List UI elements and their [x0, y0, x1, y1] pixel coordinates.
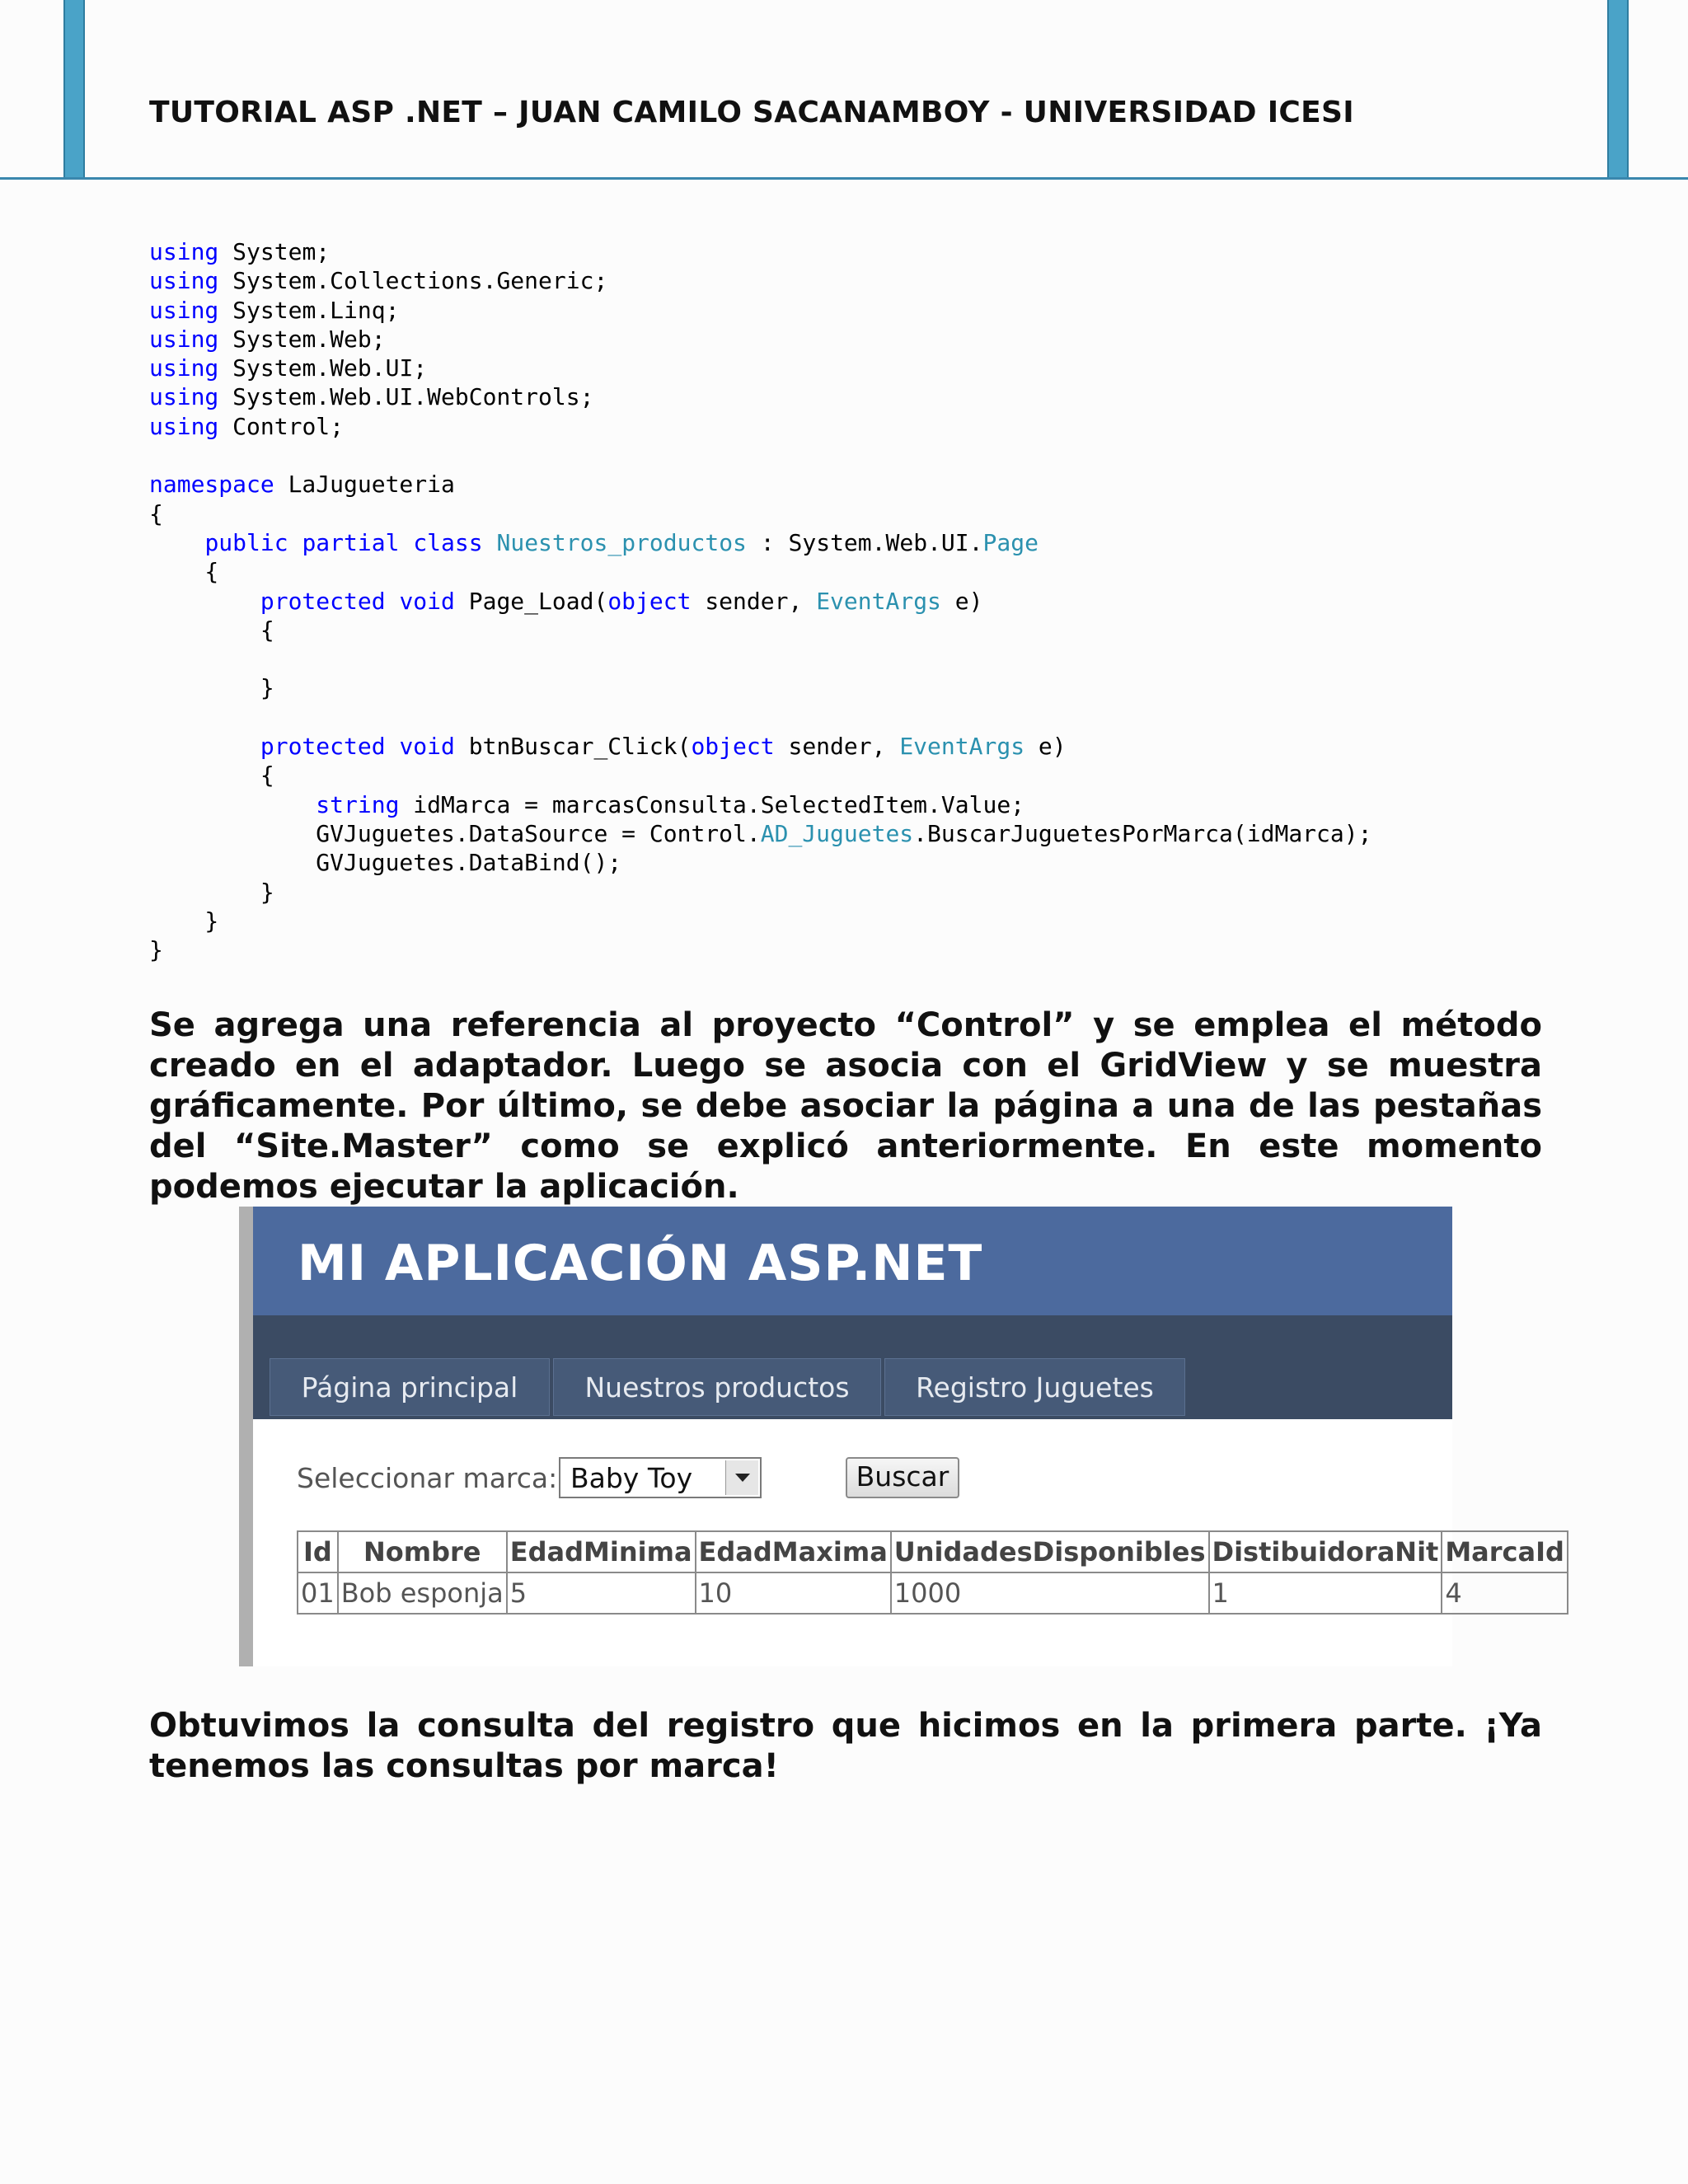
code-line: using System; — [149, 238, 331, 265]
code-line: protected void btnBuscar_Click(object sender, EventArgs e) — [260, 733, 1067, 761]
grid-header-cell: DistibuidoraNit — [1209, 1531, 1442, 1572]
code-line: protected void Page_Load(object sender, EventArgs e) — [260, 587, 983, 615]
brand-select[interactable] — [559, 1457, 762, 1498]
app-screenshot — [239, 1207, 1564, 1666]
select-brand-label: Seleccionar marca: — [297, 1462, 558, 1494]
app-banner — [253, 1207, 1452, 1315]
app-brand-title: MI APLICACIÓN ASP.NET — [298, 1235, 983, 1292]
tab-nuestros-productos[interactable]: Nuestros productos — [553, 1358, 881, 1416]
code-line: { — [149, 558, 219, 586]
grid-cell: 10 — [696, 1572, 891, 1614]
code-line: string idMarca = marcasConsulta.SelectedItem.Value; — [316, 790, 1025, 818]
grid-cell: 5 — [507, 1572, 696, 1614]
grid-header-cell: UnidadesDisponibles — [891, 1531, 1209, 1572]
grid-cell: 01 — [298, 1572, 338, 1614]
code-line: using System.Web; — [149, 325, 386, 353]
code-line: using Control; — [149, 412, 345, 440]
grid-header-cell: EdadMinima — [507, 1531, 696, 1572]
buscar-button[interactable]: Buscar — [846, 1457, 959, 1498]
code-line: GVJuguetes.DataBind(); — [149, 849, 622, 877]
code-line: } — [149, 936, 163, 964]
tab-pagina-principal[interactable]: Página principal — [270, 1358, 550, 1416]
code-line: public partial class Nuestros_productos : System.Web.UI.Page — [204, 528, 1039, 556]
code-line: { — [149, 616, 274, 644]
screenshot-left-edge — [239, 1207, 253, 1666]
grid-cell: 1 — [1209, 1572, 1442, 1614]
grid-cell: 1000 — [891, 1572, 1209, 1614]
code-line: } — [149, 878, 274, 906]
code-line: } — [149, 907, 219, 935]
grid-cell: Bob esponja — [338, 1572, 507, 1614]
results-grid — [297, 1530, 1568, 1615]
brand-select-value: Baby Toy — [570, 1462, 693, 1494]
code-listing — [149, 237, 1372, 964]
page-header-title: TUTORIAL ASP .NET – JUAN CAMILO SACANAMBOY - UNIVERSIDAD ICESI — [149, 96, 1354, 129]
code-line: { — [149, 762, 274, 790]
code-line — [149, 703, 1372, 732]
chevron-down-icon[interactable] — [725, 1460, 758, 1495]
grid-header-cell: EdadMaxima — [696, 1531, 891, 1572]
code-line: } — [149, 674, 274, 702]
header-divider — [0, 177, 1688, 180]
code-line: using System.Web.UI.WebControls; — [149, 383, 594, 411]
grid-cell: 4 — [1442, 1572, 1568, 1614]
tab-registro-juguetes[interactable]: Registro Juguetes — [884, 1358, 1185, 1416]
header-right-bar — [1607, 0, 1629, 178]
code-line: namespace LaJugueteria — [149, 471, 455, 499]
grid-header-cell: MarcaId — [1442, 1531, 1568, 1572]
code-line — [149, 441, 1372, 470]
app-nav-bar — [253, 1315, 1452, 1419]
grid-header-cell: Nombre — [338, 1531, 507, 1572]
code-line: using System.Web.UI; — [149, 354, 428, 382]
code-line: using System.Linq; — [149, 296, 400, 324]
paragraph-conclusion: Obtuvimos la consulta del registro que hicimos en la primera parte. ¡Ya tenemos las consultas por marca! — [149, 1707, 1542, 1785]
code-line: using System.Collections.Generic; — [149, 267, 608, 295]
header-left-bar — [63, 0, 85, 178]
code-line: GVJuguetes.DataSource = Control.AD_Juguetes.BuscarJuguetesPorMarca(idMarca); — [149, 819, 1372, 847]
paragraph-explanation: Se agrega una referencia al proyecto “Control” y se emplea el método creado en el adaptador. Luego se asocia con el GridView y se muestra gráficamente. Por último, se debe asociar la página a una de las pestañas del “Site.Master” como se explicó anteriormente. En este momento podemos ejecutar la aplicación. — [149, 1006, 1542, 1206]
table-row — [298, 1572, 1568, 1614]
grid-header-cell: Id — [298, 1531, 338, 1572]
code-line — [149, 644, 1372, 673]
code-line: { — [149, 499, 163, 527]
